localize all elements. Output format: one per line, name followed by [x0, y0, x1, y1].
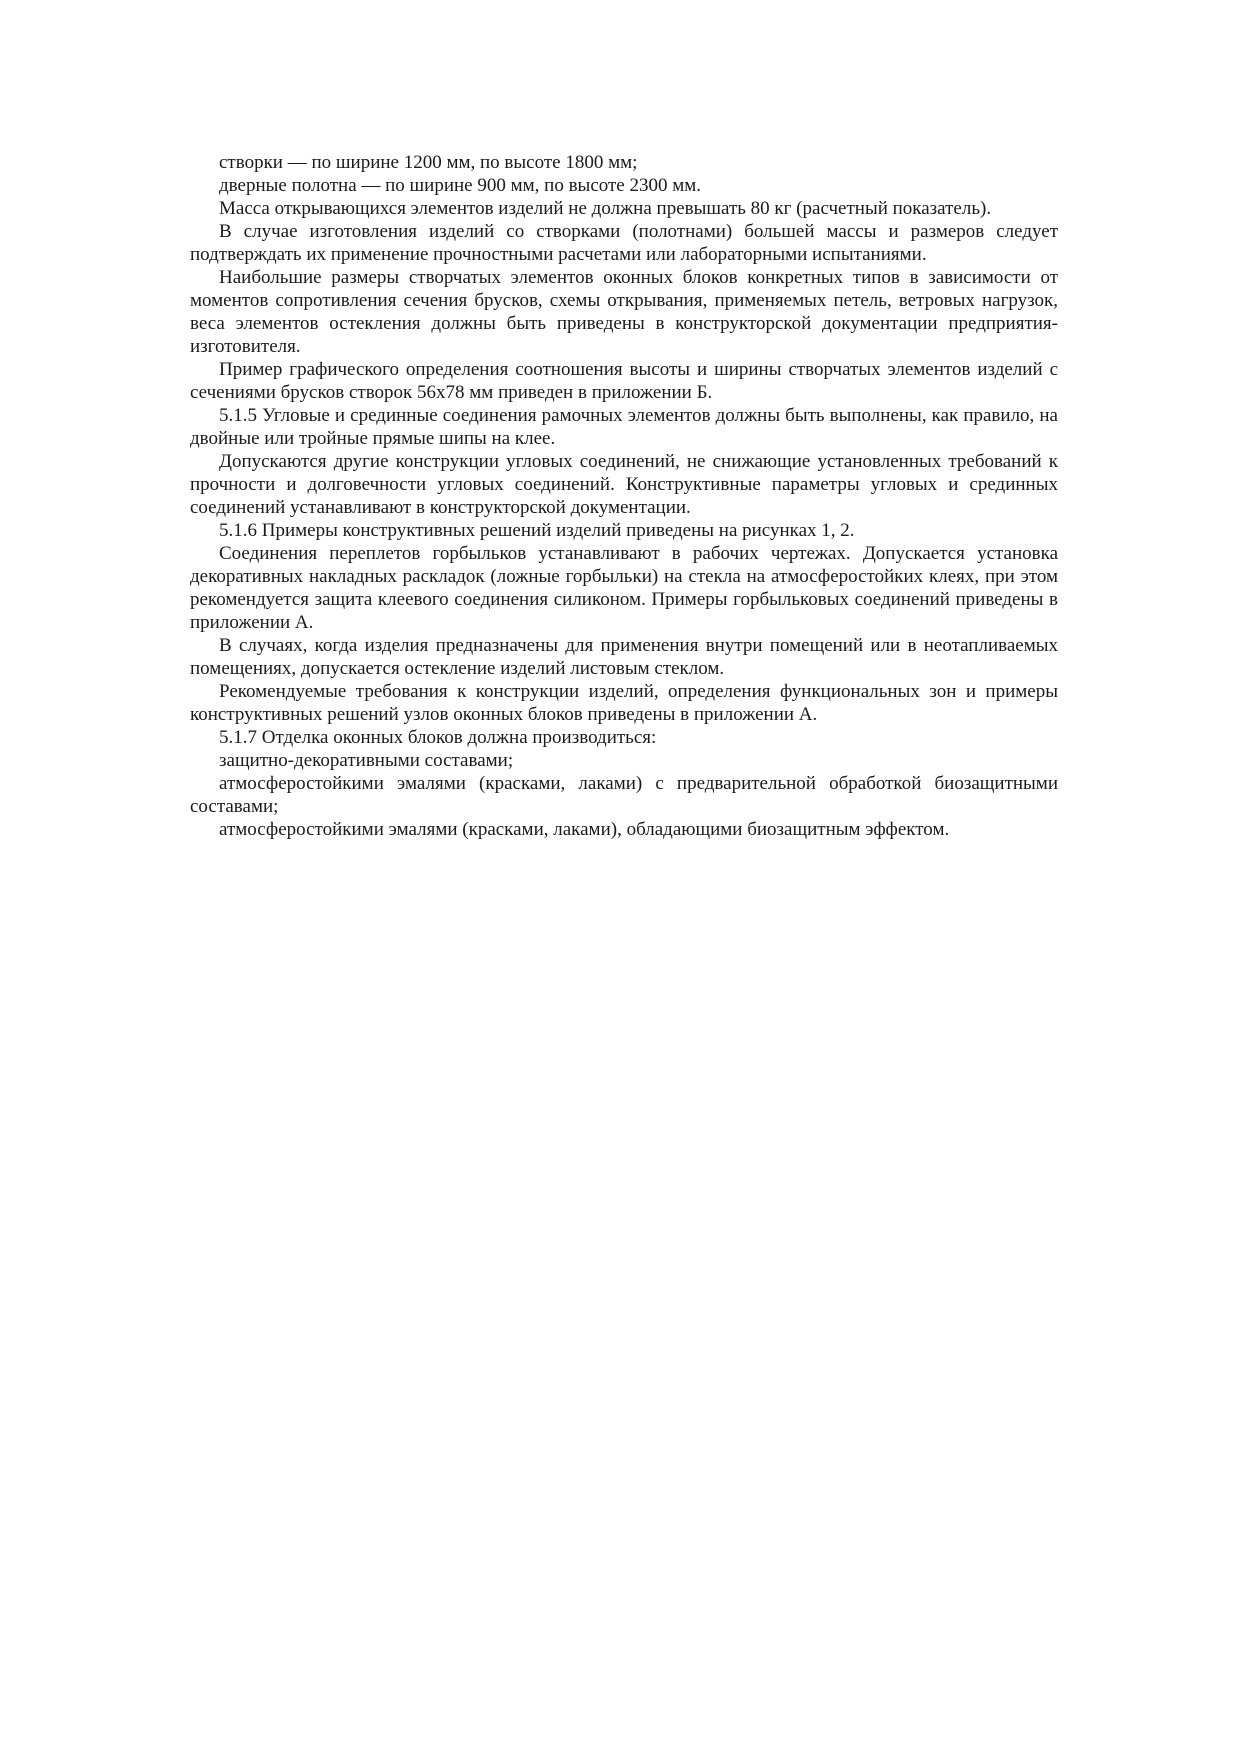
paragraph-largest-sizes: Наибольшие размеры створчатых элементов оконных блоков конкретных типов в зависимости от моментов сопротивления сечения брусков, схемы открывания, применяемых петель, ветровых нагрузок, веса элементов остекления должны быть приведены в конструкторской документации предприятия-изготовителя. [190, 267, 1058, 357]
paragraph-opening-mass: Масса открывающихся элементов изделий не должна превышать 80 кг (расчетный показатель). [219, 198, 992, 219]
paragraph-clause-5-1-5: 5.1.5 Угловые и срединные соединения рамочных элементов должны быть выполнены, как правило, на двойные или тройные прямые шипы на клее. [190, 405, 1058, 449]
list-item-protective-compositions: защитно-декоративными составами; [219, 750, 514, 771]
paragraph-recommended-requirements: Рекомендуемые требования к конструкции изделий, определения функциональных зон и примеры конструктивных решений узлов оконных блоков приведены в приложении А. [190, 681, 1058, 725]
paragraph-sash-dimensions: створки — по ширине 1200 мм, по высоте 1800 мм; [219, 152, 638, 173]
paragraph-clause-5-1-7: 5.1.7 Отделка оконных блоков должна производиться: [219, 727, 657, 748]
paragraph-door-leaf-dimensions: дверные полотна — по ширине 900 мм, по высоте 2300 мм. [219, 175, 702, 196]
paragraph-glazing-bar-joints: Соединения переплетов горбыльков устанавливают в рабочих чертежах. Допускается установка декоративных накладных раскладок (ложные горбыльки) на стекла на атмосферостойких клеях, при этом рекомендуется защита клеевого соединения силиконом. Примеры горбыльковых соединений приведены в приложении А. [190, 543, 1058, 633]
paragraph-clause-5-1-6: 5.1.6 Примеры конструктивных решений изделий приведены на рисунках 1, 2. [219, 520, 855, 541]
document-page [190, 151, 1058, 841]
paragraph-indoor-glazing: В случаях, когда изделия предназначены для применения внутри помещений или в неотапливаемых помещениях, допускается остекление изделий листовым стеклом. [190, 635, 1058, 679]
list-item-enamels-pretreatment: атмосферостойкими эмалями (красками, лаками) с предварительной обработкой биозащитными составами; [190, 773, 1058, 817]
list-item-enamels-bioprotective: атмосферостойкими эмалями (красками, лаками), обладающими биозащитным эффектом. [219, 819, 950, 840]
paragraph-other-joints: Допускаются другие конструкции угловых соединений, не снижающие установленных требований к прочности и долговечности угловых соединений. Конструктивные параметры угловых и срединных соединений устанавливают в конструкторской документации. [190, 451, 1058, 518]
paragraph-heavier-sashes: В случае изготовления изделий со створками (полотнами) большей массы и размеров следует подтверждать их применение прочностными расчетами или лабораторными испытаниями. [190, 221, 1058, 265]
paragraph-graphic-example: Пример графического определения соотношения высоты и ширины створчатых элементов изделий с сечениями брусков створок 56х78 мм приведен в приложении Б. [190, 359, 1058, 403]
